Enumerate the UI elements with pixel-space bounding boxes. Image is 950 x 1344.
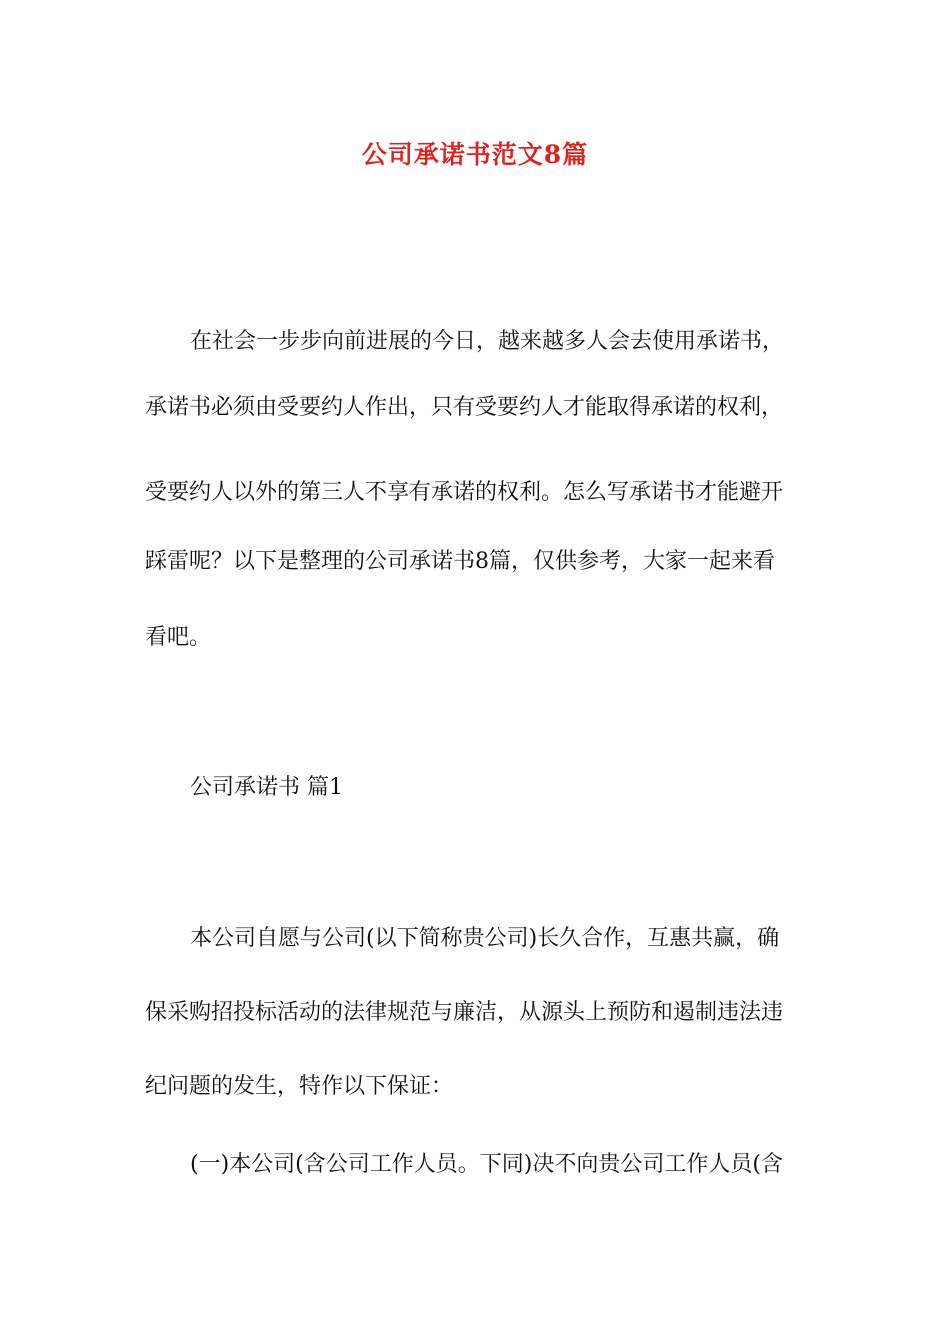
section-paragraph-line: 纪问题的发生，特作以下保证： [145,1074,454,1099]
intro-line: 承诺书必须由受要约人作出，只有受要约人才能取得承诺的权利， [145,395,784,420]
intro-line: 踩雷呢？以下是整理的公司承诺书8篇，仅供参考，大家一起来看 [145,549,775,574]
intro-line: 在社会一步步向前进展的今日，越来越多人会去使用承诺书， [190,329,785,354]
document-title: 公司承诺书范文8篇 [361,140,589,169]
intro-line: 看吧。 [145,625,212,650]
section-paragraph-line: 保采购招投标活动的法律规范与廉洁，从源头上预防和遏制违法违 [145,1000,784,1025]
section-paragraph-line: (一)本公司(含公司工作人员。下同)决不向贵公司工作人员(含 [190,1152,783,1177]
section-paragraph-line: 本公司自愿与公司(以下简称贵公司)长久合作，互惠共赢，确 [190,926,780,951]
section-heading: 公司承诺书 篇1 [190,775,343,800]
intro-line: 受要约人以外的第三人不享有承诺的权利。怎么写承诺书才能避开 [145,480,784,505]
